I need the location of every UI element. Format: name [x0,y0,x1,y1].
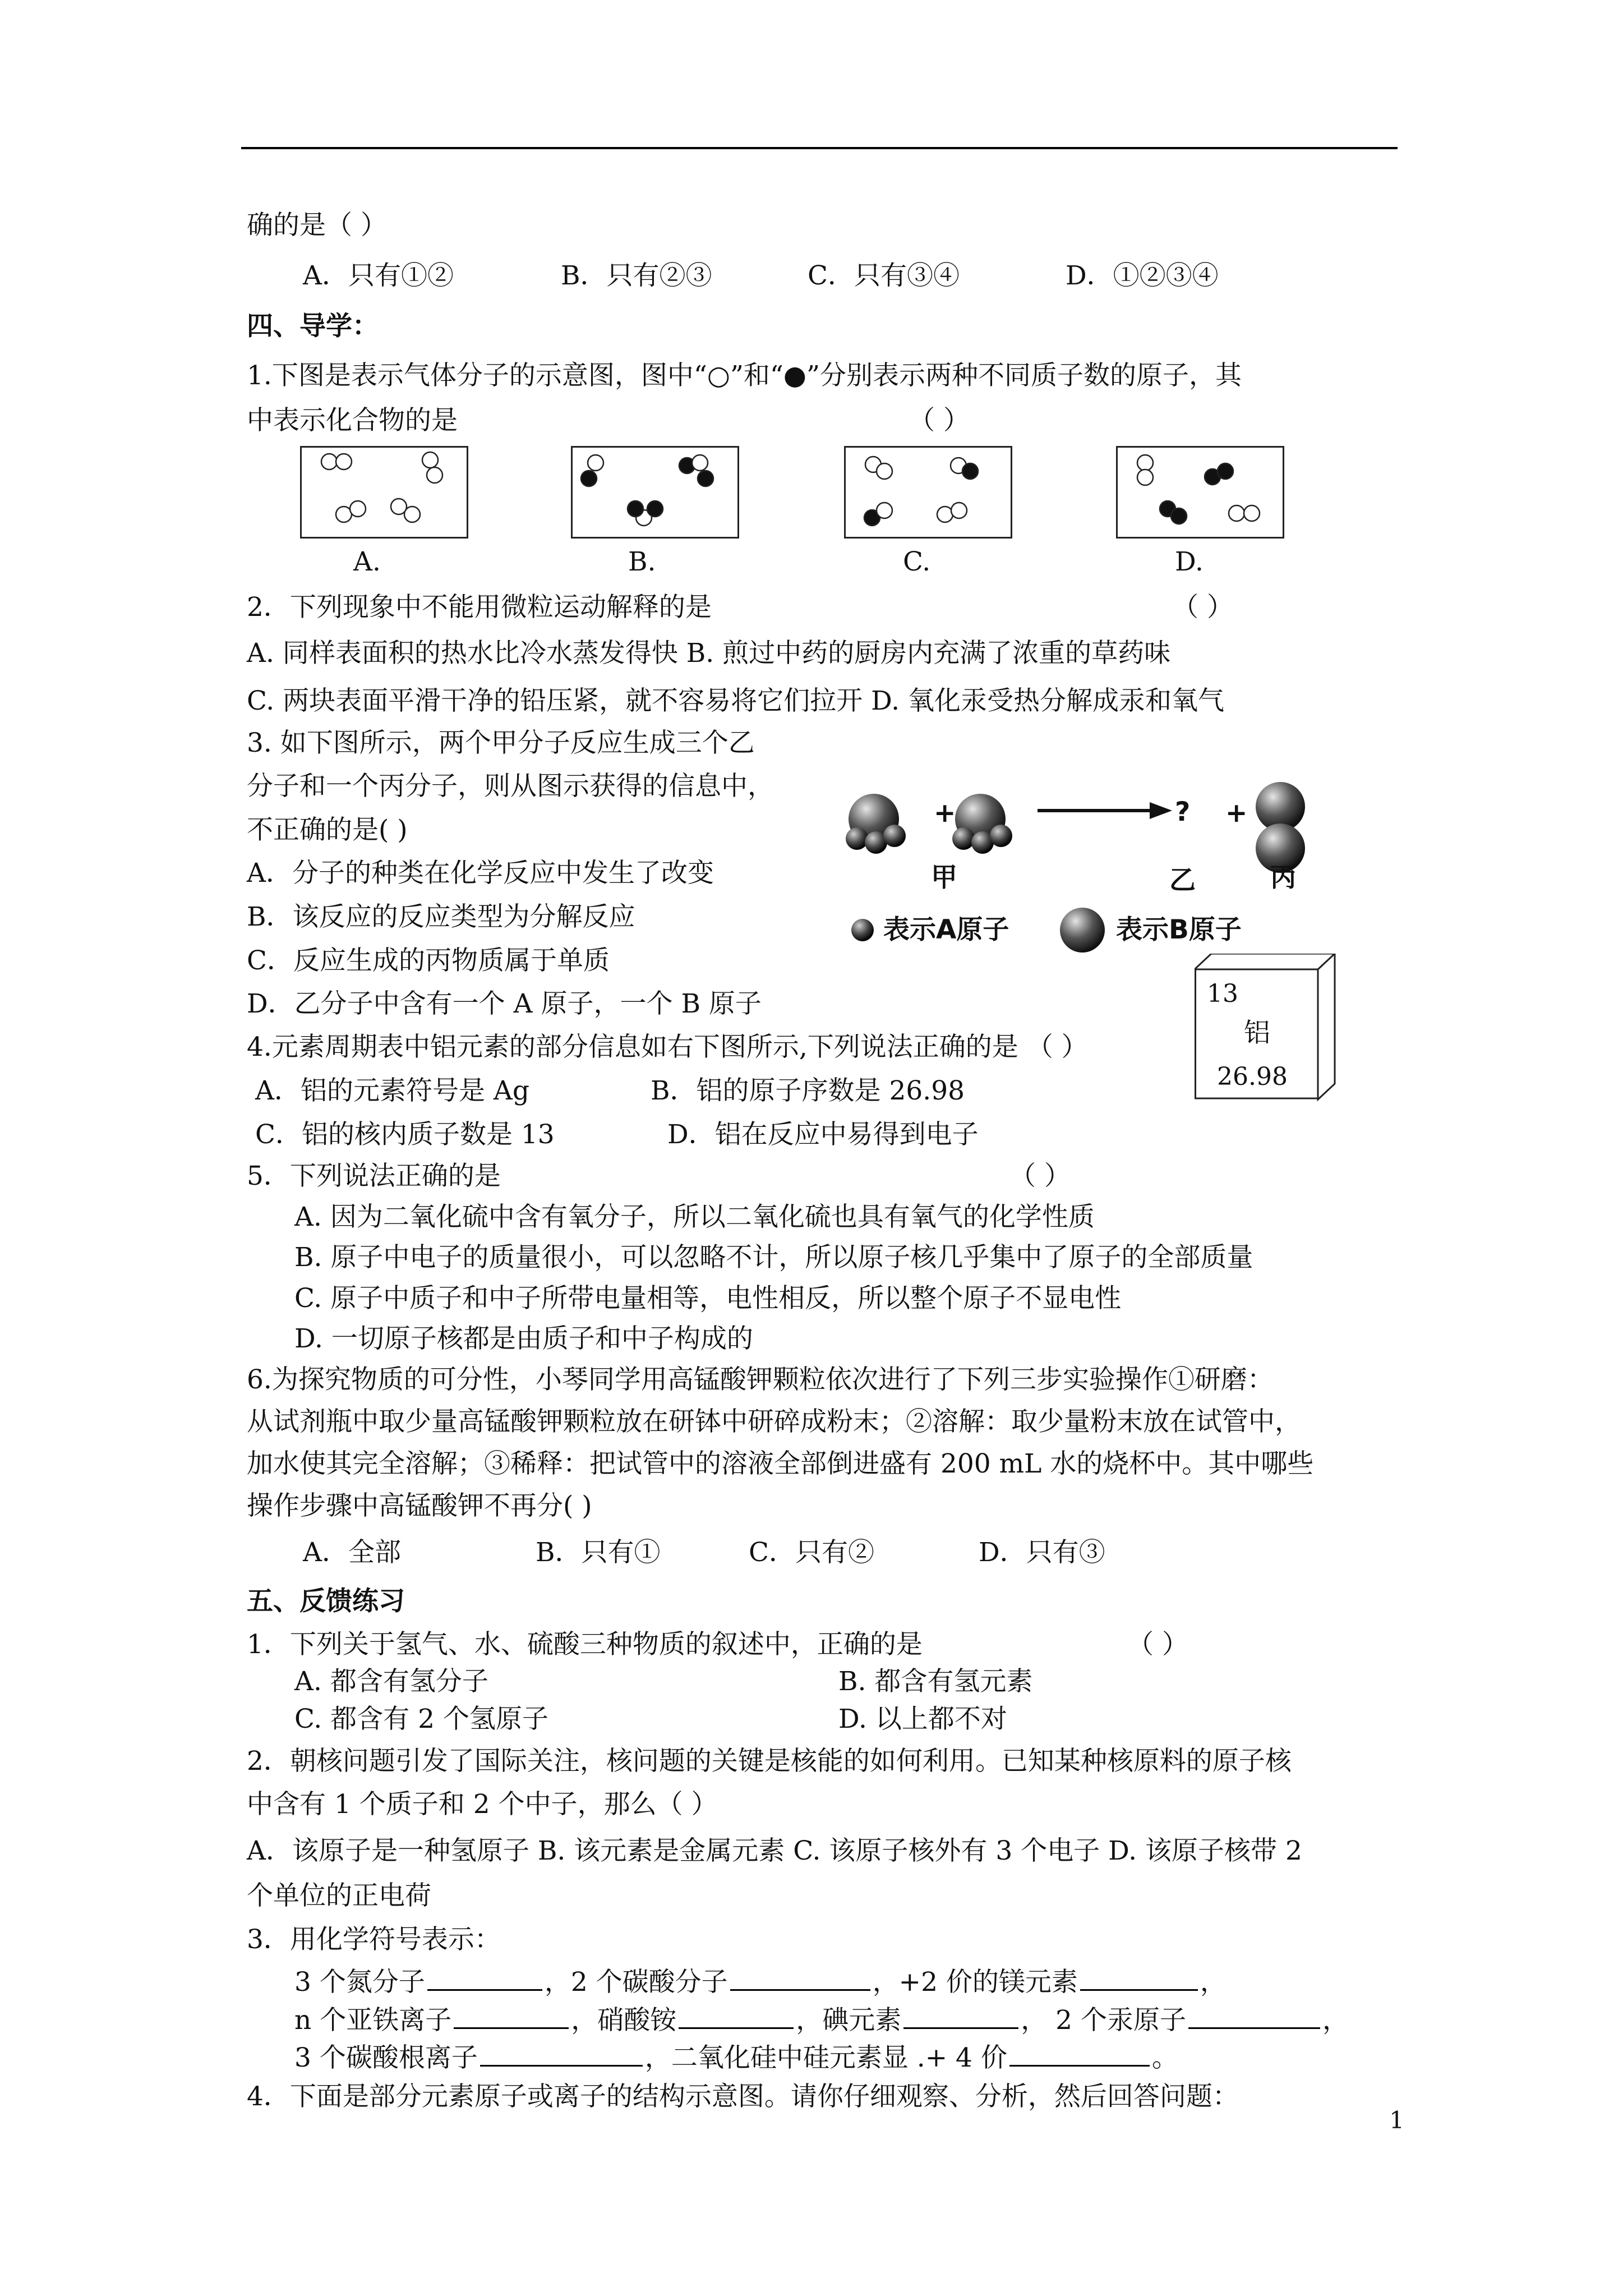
element-mass: 26.98 [1217,1062,1288,1091]
f3-row2 [294,2001,1349,2037]
q3-option-c: C．反应生成的丙物质属于单质 [247,945,610,976]
q3-line1: 3. 如下图所示，两个甲分子反应生成三个乙 [247,728,755,758]
reaction-plus-1: + [934,798,956,829]
q6-option-b: B．只有① [536,1537,661,1568]
f2-line2: 中含有 1 个质子和 2 个中子，那么（ ） [247,1789,718,1820]
section-heading-4: 四、导学： [247,311,379,342]
reaction-unknown: ? [1175,797,1191,827]
legend-b-text: 表示B原子 [1116,914,1242,945]
page-number: 1 [1389,2106,1404,2134]
prev-option-a: A．只有①② [303,260,454,291]
label-bing: 丙 [1270,862,1297,893]
punct: ， [1200,1967,1227,1998]
q4-option-b: B．铝的原子序数是 26.98 [651,1075,965,1106]
legend-a-text: 表示A原子 [883,914,1009,945]
molecule-bing [1256,782,1305,873]
q1-label-c: C. [903,546,931,577]
f2-line1: 2．朝核问题引发了国际关注，核问题的关键是核能的如何利用。已知某种核原料的原子核 [247,1746,1292,1777]
q1-label-b: B. [628,546,656,577]
q5-stem: 5．下列说法正确的是 [247,1161,501,1191]
q3-option-a: A．分子的种类在化学反应中发生了改变 [247,858,714,889]
q5-paren: （ ） [1009,1161,1071,1191]
q6-line3: 加水使其完全溶解；③稀释：把试管中的溶液全部倒进盛有 200 mL 水的烧杯中。其中哪些 [247,1448,1314,1479]
q6-option-c: C．只有② [749,1537,874,1568]
answer-blank[interactable] [903,2001,1018,2029]
q5-option-c: C. 原子中质子和中子所带电量相等，电性相反，所以整个原子不显电性 [294,1283,1122,1314]
q6-option-d: D．只有③ [979,1537,1105,1568]
f1-paren: （ ） [1127,1629,1188,1660]
q4-option-a: A．铝的元素符号是 Ag [255,1075,529,1106]
q1-label-a: A. [353,546,381,577]
f1-option-b: B. 都含有氢元素 [838,1666,1033,1697]
molecule-box-d [1116,446,1284,539]
q1-label-d: D. [1175,546,1204,577]
q4-option-d: D．铝在反应中易得到电子 [667,1119,979,1150]
answer-blank[interactable] [1080,1963,1198,1991]
punct: ， [1322,2005,1349,2036]
q4-stem: 4.元素周期表中铝元素的部分信息如右下图所示,下列说法正确的是 （ ） [247,1032,1088,1062]
q3-line3: 不正确的是( ) [247,815,408,845]
q2-stem: 2．下列现象中不能用微粒运动解释的是 [247,592,712,623]
molecule-box-c [844,446,1012,539]
answer-blank[interactable] [454,2001,569,2029]
element-number: 13 [1207,979,1238,1008]
prev-question-tail: 确的是（ ） [247,210,387,241]
legend-b-atom [1060,908,1105,953]
q3-option-d: D．乙分子中含有一个 A 原子，一个 B 原子 [247,988,762,1019]
element-name: 铝 [1244,1018,1270,1048]
reaction-plus-2: + [1225,798,1248,829]
q4-option-c: C．铝的核内质子数是 13 [255,1119,555,1150]
f3-carbonic-label: ，2 个碳酸分子 [544,1967,728,1998]
answer-blank[interactable] [480,2039,643,2067]
q2-paren: （ ） [1172,592,1233,623]
q6-line1: 6.为探究物质的可分性，小琴同学用高锰酸钾颗粒依次进行了下列三步实验操作①研磨： [247,1364,1274,1395]
prev-option-c: C．只有③④ [808,260,960,291]
q1-line1: 1.下图是表示气体分子的示意图，图中“○”和“●”分别表示两种不同质子数的原子，其 [247,360,1242,391]
f3-magnesium-label: ，+2 价的镁元素 [872,1967,1078,1998]
f3-silicon-label: ，二氧化硅中硅元素显 .+ 4 价 [644,2042,1007,2073]
f3-row1 [294,1963,1227,1999]
prev-option-d: D．①②③④ [1066,260,1219,291]
q3-line2: 分子和一个丙分子，则从图示获得的信息中， [247,771,774,802]
header-rule [241,147,1398,149]
punct: 。 [1151,2042,1178,2073]
molecule-box-b [571,446,739,539]
section-heading-5: 五、反馈练习 [247,1586,405,1617]
q1-line2: 中表示化合物的是 [247,405,458,436]
molecule-jia-1 [846,794,906,854]
q3-option-b: B．该反应的反应类型为分解反应 [247,901,635,932]
f2-line4: 个单位的正电荷 [247,1880,431,1911]
molecule-box-a [300,446,468,539]
q5-option-a: A. 因为二氧化硫中含有氧分子，所以二氧化硫也具有氧气的化学性质 [294,1202,1095,1232]
q6-option-a: A．全部 [303,1537,401,1568]
answer-blank[interactable] [730,1963,870,1991]
f3-iodine-label: ，碘元素 [796,2005,902,2036]
q6-line4: 操作步骤中高锰酸钾不再分( ) [247,1490,592,1521]
q6-line2: 从试剂瓶中取少量高锰酸钾颗粒放在研钵中研碎成粉末；②溶解：取少量粉末放在试管中， [247,1406,1301,1437]
f3-nitrate-label: ，硝酸铵 [571,2005,677,2036]
f3-mercury-label: ， 2 个汞原子 [1021,2005,1187,2036]
f3-nitrogen-label: 3 个氮分子 [294,1967,425,1998]
f1-option-a: A. 都含有氢分子 [294,1666,488,1697]
label-yi: 乙 [1169,865,1196,896]
legend-a-atom [851,919,874,941]
f4-stem: 4．下面是部分元素原子或离子的结构示意图。请你仔细观察、分析，然后回答问题： [247,2081,1239,2112]
answer-blank[interactable] [1009,2039,1150,2067]
prev-option-b: B．只有②③ [561,260,712,291]
f3-row3 [294,2039,1178,2075]
answer-blank[interactable] [1188,2001,1320,2029]
f3-carbonate-label: 3 个碳酸根离子 [294,2042,478,2073]
q5-option-b: B. 原子中电子的质量很小，可以忽略不计，所以原子核几乎集中了原子的全部质量 [294,1242,1253,1273]
answer-blank[interactable] [427,1963,542,1991]
f1-option-c: C. 都含有 2 个氢原子 [294,1704,548,1734]
label-jia: 甲 [931,862,957,893]
q5-option-d: D. 一切原子核都是由质子和中子构成的 [294,1323,753,1354]
f1-stem: 1．下列关于氢气、水、硫酸三种物质的叙述中，正确的是 [247,1629,923,1660]
f2-line3: A．该原子是一种氢原子 B. 该元素是金属元素 C. 该原子核外有 3 个电子 D. 该原子核带 2 [247,1835,1302,1866]
f3-ferrous-label: n 个亚铁离子 [294,2005,452,2036]
f3-stem: 3．用化学符号表示： [247,1924,501,1955]
answer-blank[interactable] [679,2001,794,2029]
q2-options-cd: C. 两块表面平滑干净的铅压紧，就不容易将它们拉开 D. 氧化汞受热分解成汞和氧气 [247,685,1224,716]
f1-option-d: D. 以上都不对 [838,1704,1007,1734]
q2-options-ab: A. 同样表面积的热水比冷水蒸发得快 B. 煎过中药的厨房内充满了浓重的草药味 [247,638,1171,669]
q1-paren: （ ） [909,405,970,436]
molecule-jia-2 [952,794,1012,854]
